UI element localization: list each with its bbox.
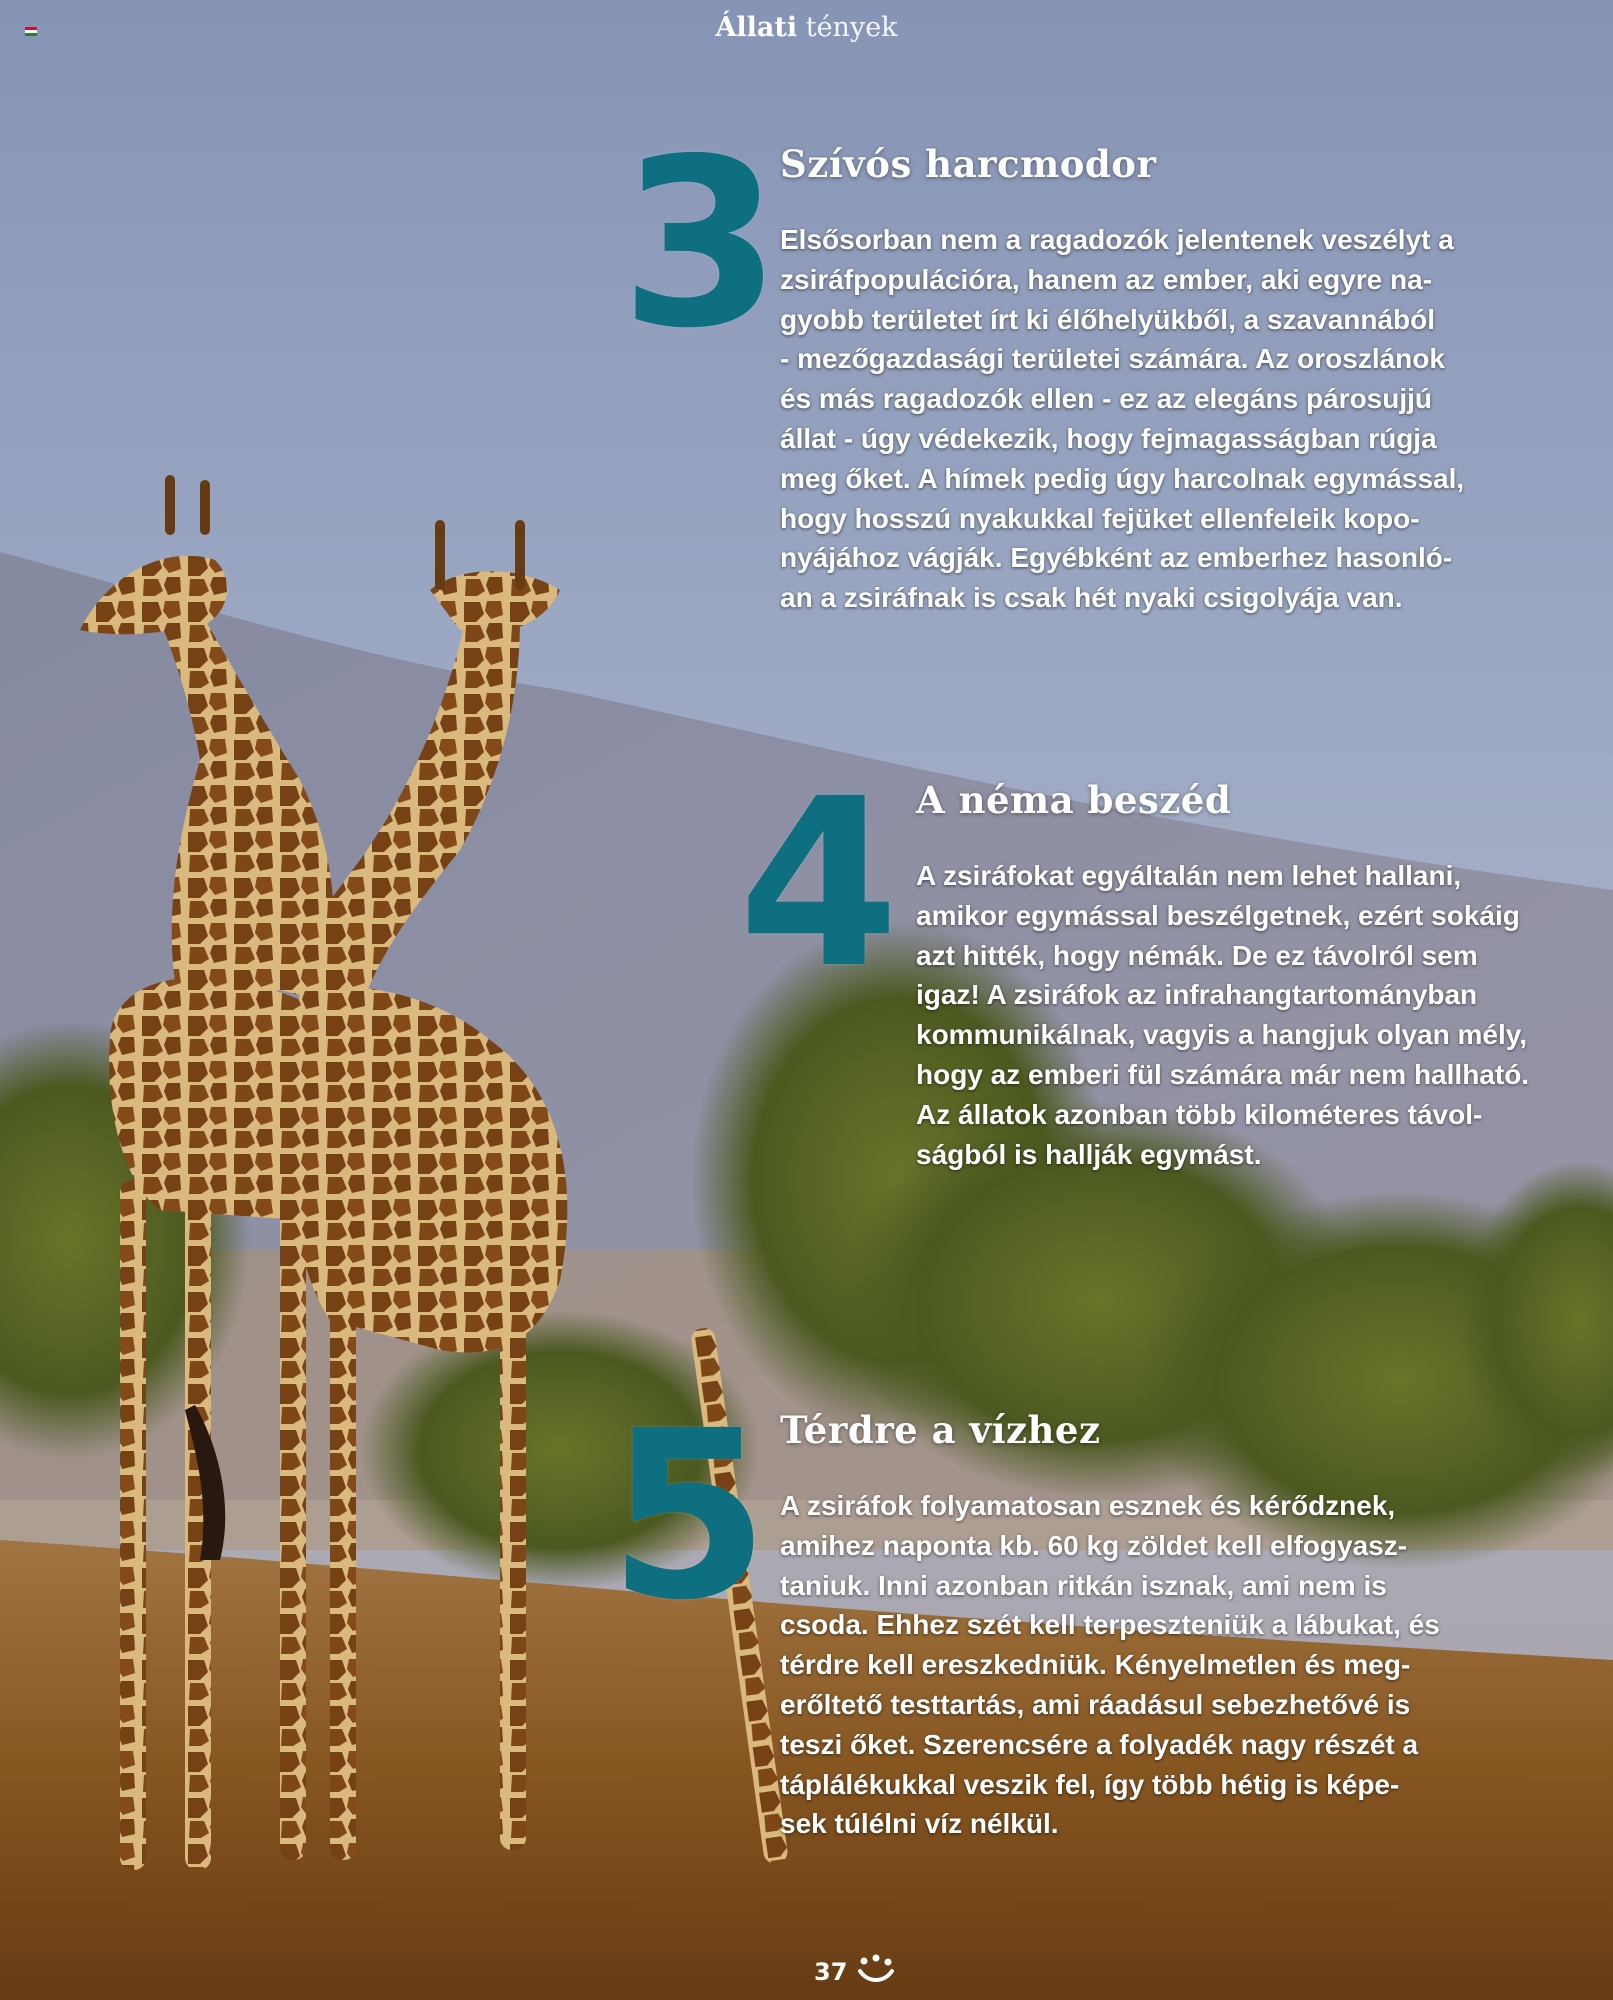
body-line: taniuk. Inni azonban ritkán isznak, ami nem is [780, 1569, 1387, 1601]
body-line: A zsiráfok folyamatosan esznek és kérődznek, [780, 1490, 1396, 1521]
fact-body [916, 856, 1529, 1174]
body-line: teszi őket. Szerencsére a folyadék nagy részét a [780, 1728, 1419, 1760]
body-line: és más ragadozók ellen - ez az elegáns párosujjú [780, 383, 1433, 415]
body-line: csoda. Ehhez szét kell terpeszteniük a lábukat, és [780, 1609, 1440, 1641]
page-number: 37 [814, 1958, 848, 1986]
body-line: nyájához vágják. Egyébként az emberhez hasonló- [780, 542, 1453, 574]
fact-5 [608, 1381, 1440, 1844]
fact-body [780, 1486, 1440, 1844]
body-line: amikor egymással beszélgetnek, ezért sokáig [916, 899, 1520, 931]
fact-number: 5 [608, 1381, 770, 1651]
body-line: térdre kell ereszkedniük. Kényelmetlen és meg- [780, 1649, 1411, 1681]
body-line: azt hitték, hogy némák. De ez távolról sem [916, 939, 1478, 971]
fact-body [780, 220, 1464, 618]
brand-logo-icon [856, 1953, 896, 1985]
body-line: hogy az emberi fül számára már nem hallható. [916, 1058, 1530, 1090]
body-line: sek túlélni víz nélkül. [780, 1808, 1059, 1840]
body-line: zsiráfpopulációra, hanem az ember, aki egyre na- [780, 263, 1433, 295]
body-line: táplálékukkal veszik fel, így több hétig is képe- [780, 1768, 1400, 1800]
fact-title: A néma beszéd [916, 778, 1232, 822]
body-line: - mezőgazdasági területei számára. Az oroszlánok [780, 343, 1445, 375]
body-line: ságból is hallják egymást. [916, 1138, 1262, 1170]
body-line: A zsiráfokat egyáltalán nem lehet hallani, [916, 860, 1462, 891]
fact-number: 3 [620, 109, 782, 379]
body-line: kommunikálnak, vagyis a hangjuk olyan mély, [916, 1019, 1528, 1051]
page-header [0, 12, 1613, 43]
fact-title: Térdre a vízhez [780, 1408, 1101, 1452]
body-line: gyobb területet írt ki élőhelyükből, a szavannából [780, 303, 1436, 335]
body-line: an a zsiráfnak is csak hét nyaki csigolyája van. [780, 582, 1403, 614]
body-line: erőltető testtartás, ami ráadásul sebezhetővé is [780, 1688, 1411, 1720]
body-line: igaz! A zsiráfok az infrahangtartományban [916, 979, 1478, 1011]
body-line: meg őket. A hímek pedig úgy harcolnak egymással, [780, 462, 1465, 494]
body-line: hogy hosszú nyakukkal fejüket ellenfeleik kopo- [780, 502, 1420, 534]
header-title-rest: tények [797, 12, 898, 43]
body-line: Az állatok azonban több kilométeres távol- [916, 1098, 1483, 1130]
header-title-bold: Állati [715, 12, 798, 43]
body-line: állat - úgy védekezik, hogy fejmagasságban rúgja [780, 422, 1437, 454]
fact-4 [738, 749, 1530, 1174]
fact-number: 4 [738, 749, 900, 1019]
body-line: amihez naponta kb. 60 kg zöldet kell elfogyasz- [780, 1529, 1408, 1561]
fact-title: Szívós harcmodor [780, 142, 1157, 186]
fact-3 [620, 109, 1465, 618]
body-line: Elsősorban nem a ragadozók jelentenek veszélyt a [780, 224, 1454, 255]
